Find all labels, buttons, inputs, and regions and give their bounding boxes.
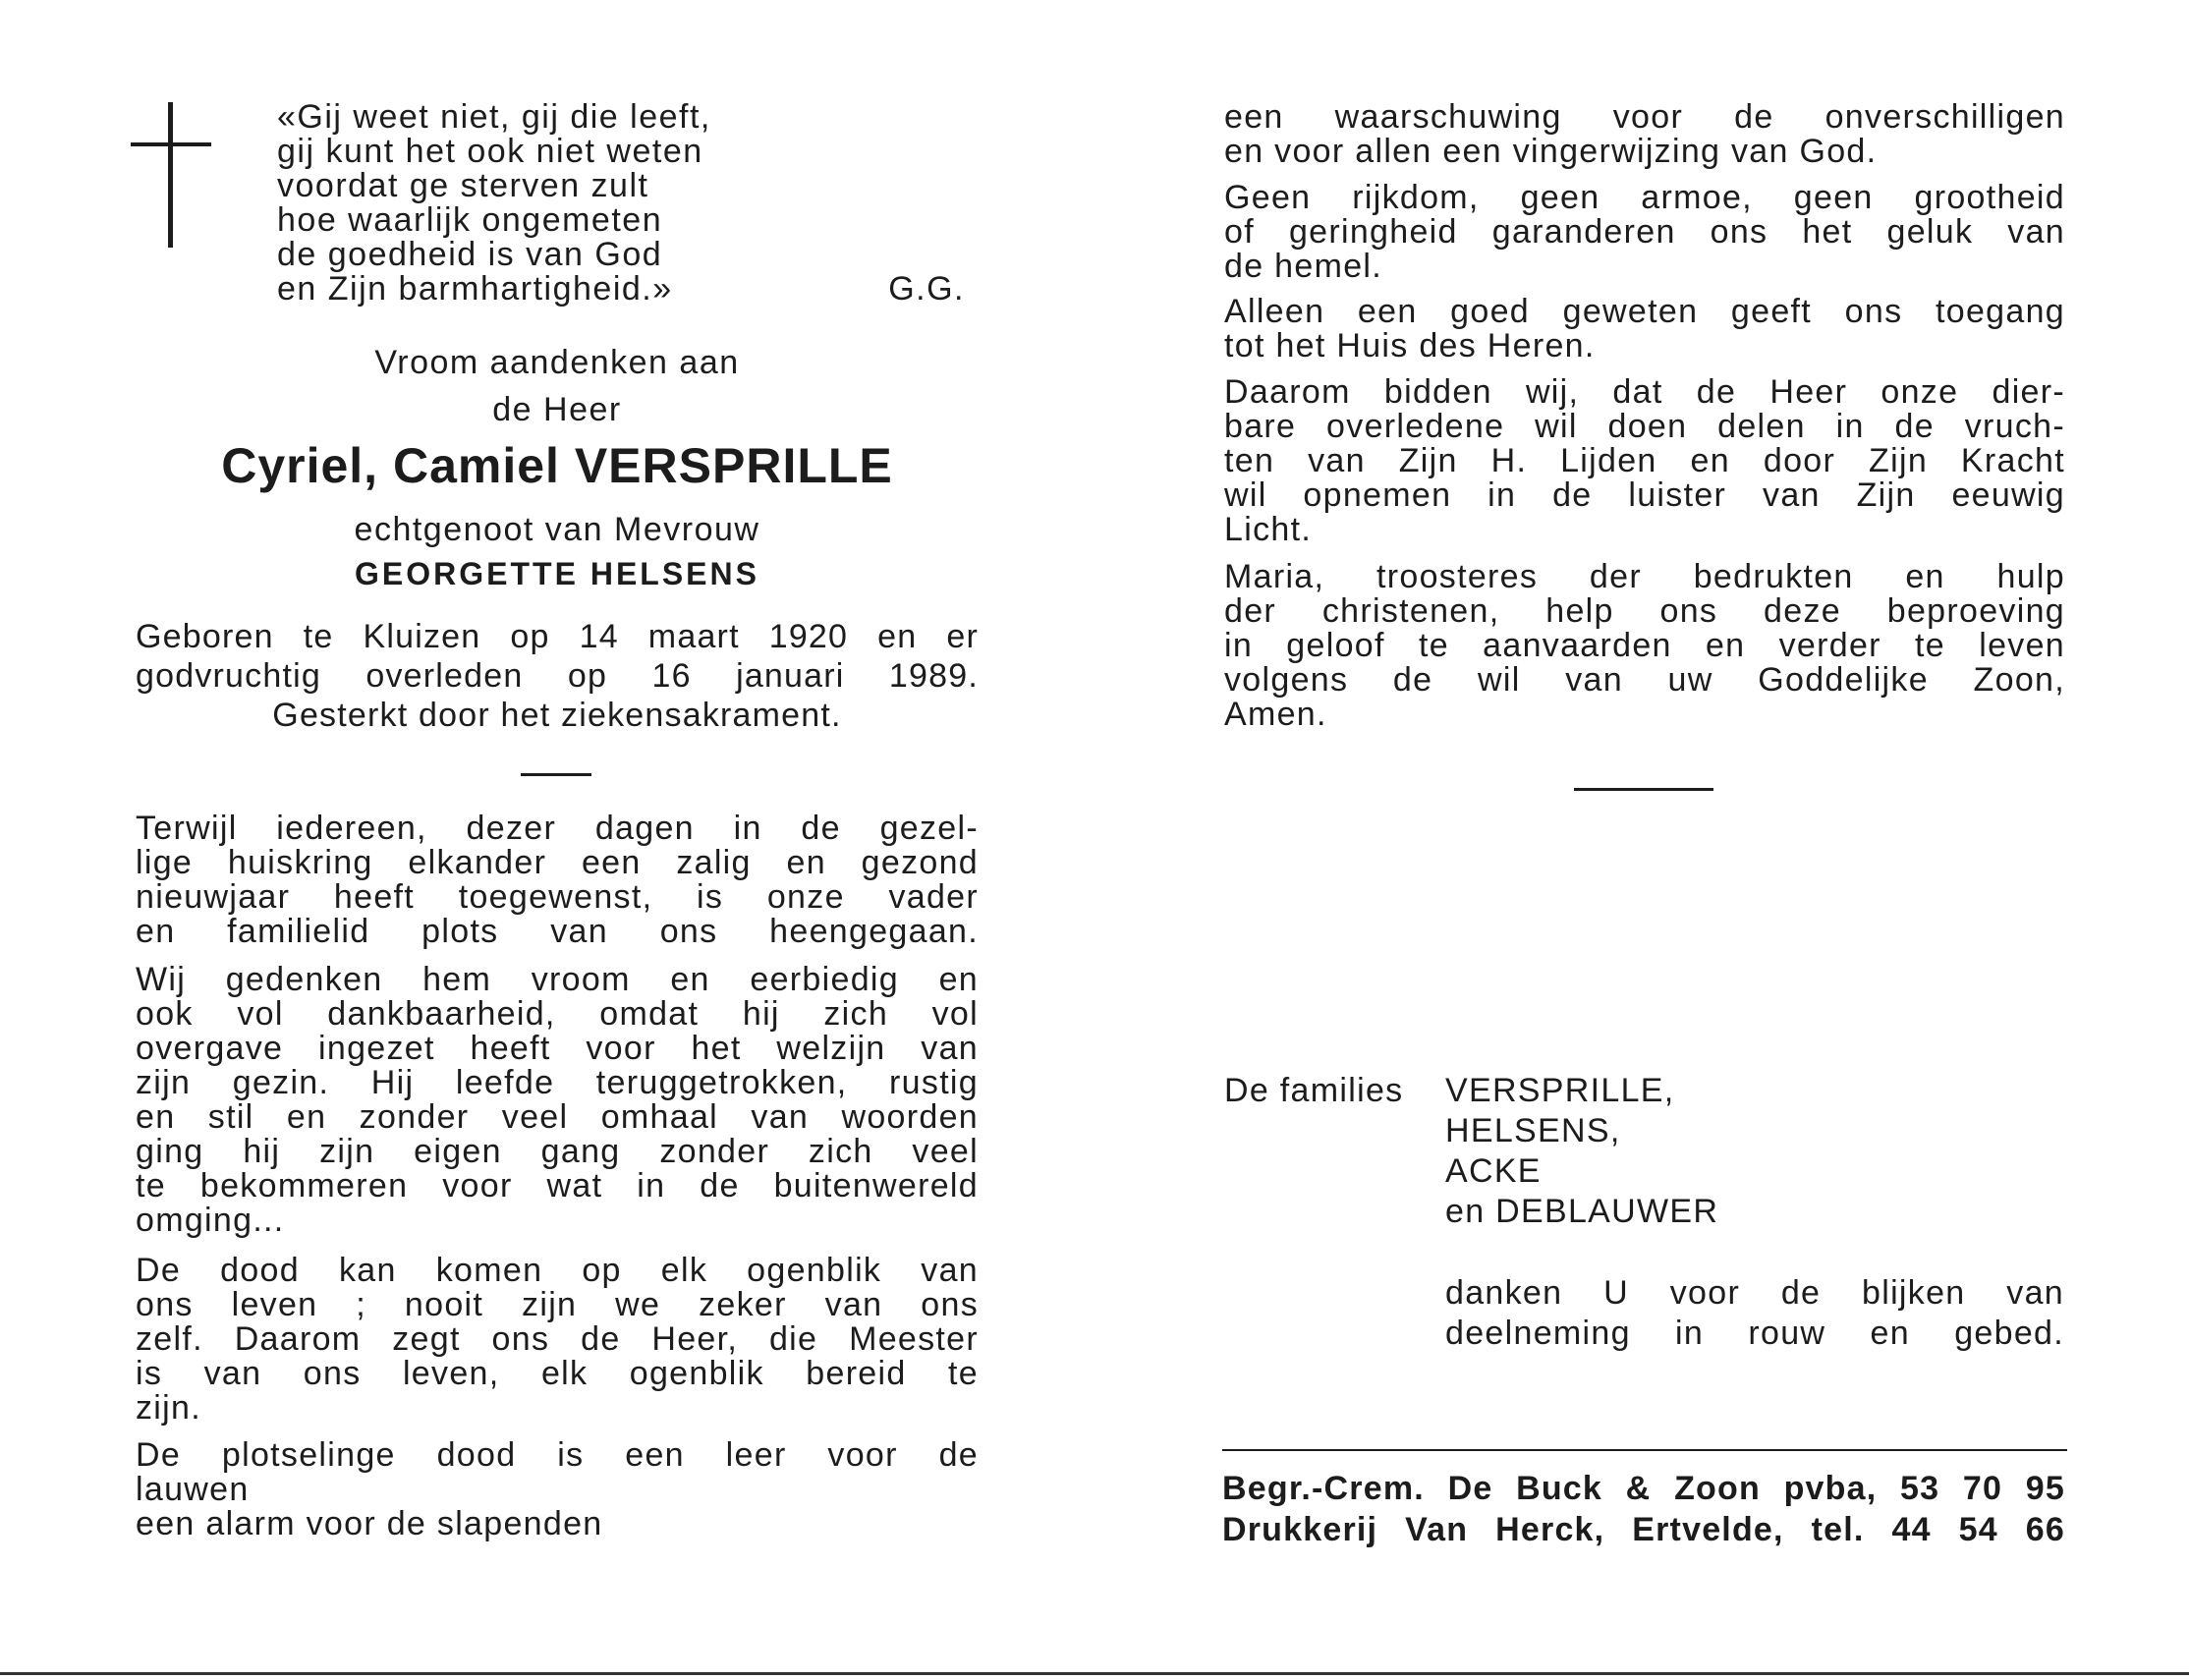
divider <box>1574 788 1713 791</box>
paragraph <box>136 1254 979 1426</box>
text-line: lige huiskring elkander een zalig en gezond <box>136 844 979 881</box>
family-names <box>1445 1071 1718 1232</box>
paragraph <box>1224 560 2065 732</box>
paragraph <box>1224 375 2065 547</box>
card-edge-line <box>0 1672 2189 1675</box>
sacrament-line: Gesterkt door het ziekensakrament. <box>272 697 842 734</box>
text-line: overgave ingezet heeft voor het welzijn van <box>136 1030 979 1067</box>
text-line: wil opnemen in de luister van Zijn eeuwig <box>1224 476 2065 514</box>
families-block <box>1224 1071 1719 1230</box>
intro-line: Vroom aandenken aan <box>374 344 740 381</box>
poem-line: hoe waarlijk ongemeten <box>277 201 663 239</box>
intro-title: de Heer <box>492 391 622 428</box>
funeral-home-line <box>1222 1470 2065 1508</box>
birth-death-info <box>136 617 979 735</box>
deceased-name: Cyriel, Camiel VERSPRILLE <box>221 438 893 493</box>
spouse-relation: echtgenoot van Mevrouw <box>354 511 760 548</box>
text-line: te bekommeren voor wat in de buitenwereld <box>136 1167 979 1204</box>
text-line: ook vol dankbaarheid, omdat hij zich vol <box>136 995 979 1033</box>
text-line: Geen rijkdom, geen armoe, geen grootheid <box>1224 179 2065 216</box>
poem <box>277 100 965 307</box>
text-line: Begr.-Crem. De Buck & Zoon pvba, 53 70 95 <box>1222 1470 2065 1507</box>
text-line: der christenen, help ons deze beproeving <box>1224 592 2065 630</box>
family-name: VERSPRILLE, <box>1445 1072 1675 1109</box>
thanks-text <box>1445 1273 2064 1354</box>
families-label: De families <box>1224 1072 1404 1109</box>
paragraph <box>136 963 979 1238</box>
text-line: Terwijl iedereen, dezer dagen in de gezel- <box>136 810 979 847</box>
text-line: De dood kan komen op elk ogenblik van <box>136 1252 979 1289</box>
paragraph <box>1224 295 2065 364</box>
text-line: Daarom bidden wij, dat de Heer onze dier- <box>1224 373 2065 411</box>
text-line: en familielid plots van ons heengegaan. <box>136 913 979 950</box>
text-line: danken U voor de blijken van <box>1445 1274 2064 1312</box>
birth-line: Geboren te Kluizen op 14 maart 1920 en er <box>136 618 979 655</box>
text-line: de hemel. <box>1224 248 1383 285</box>
text-line: Drukkerij Van Herck, Ertvelde, tel. 44 54 66 <box>1222 1511 2065 1548</box>
text-line: zijn. <box>136 1389 201 1427</box>
poem-line: voordat ge sterven zult <box>277 167 649 204</box>
text-line: Maria, troosteres der bedrukten en hulp <box>1224 558 2065 595</box>
text-line: Licht. <box>1224 511 1313 548</box>
text-line: tot het Huis des Heren. <box>1224 327 1596 364</box>
text-line: zijn gezin. Hij leefde teruggetrokken, rustig <box>136 1064 979 1101</box>
text-line: ging hij zijn eigen gang zonder zich veel <box>136 1133 979 1170</box>
text-line: Alleen een goed geweten geeft ons toegang <box>1224 293 2065 330</box>
text-line: deelneming in rouw en gebed. <box>1445 1315 2064 1352</box>
text-line: een waarschuwing voor de onverschilligen <box>1224 98 2065 136</box>
printer-rule <box>1222 1449 2067 1451</box>
poem-line: de goedheid is van God <box>277 236 663 273</box>
spouse-name: GEORGETTE HELSENS <box>355 556 759 591</box>
text-line: ten van Zijn H. Lijden en door Zijn Kracht <box>1224 442 2065 479</box>
text-line: ons leven ; nooit zijn we zeker van ons <box>136 1286 979 1323</box>
text-line: Wij gedenken hem vroom en eerbiedig en <box>136 961 979 998</box>
text-line: zelf. Daarom zegt ons de Heer, die Meester <box>136 1320 979 1358</box>
cross-icon <box>131 102 211 250</box>
family-name: en DEBLAUWER <box>1445 1193 1719 1230</box>
text-line: omging... <box>136 1202 285 1239</box>
text-line: en voor allen een vingerwijzing van God. <box>1224 133 1878 170</box>
text-line: bare overledene wil doen delen in de vruch- <box>1224 408 2065 445</box>
family-name: HELSENS, <box>1445 1112 1621 1149</box>
paragraph <box>1224 181 2065 284</box>
poem-signature: G.G. <box>888 270 965 308</box>
text-line: lauwen <box>136 1471 250 1508</box>
text-line: een alarm voor de slapenden <box>136 1505 603 1542</box>
paragraph <box>136 812 979 949</box>
paragraph <box>136 1438 979 1541</box>
text-line: of geringheid garanderen ons het geluk van <box>1224 213 2065 251</box>
family-name: ACKE <box>1445 1152 1542 1190</box>
text-line: is van ons leven, elk ogenblik bereid te <box>136 1355 979 1392</box>
text-line: Amen. <box>1224 696 1327 733</box>
poem-line: «Gij weet niet, gij die leeft, <box>277 98 711 136</box>
text-line: De plotselinge dood is een leer voor de <box>136 1436 979 1474</box>
divider <box>521 773 591 776</box>
paragraph <box>1224 100 2065 169</box>
text-line: nieuwjaar heeft toegewenst, is onze vader <box>136 878 979 916</box>
poem-line: gij kunt het ook niet weten <box>277 133 703 170</box>
text-line: in geloof te aanvaarden en verder te leven <box>1224 627 2065 664</box>
death-line: godvruchtig overleden op 16 januari 1989. <box>136 657 979 695</box>
text-line: en stil en zonder veel omhaal van woorden <box>136 1098 979 1136</box>
text-line: volgens de wil van uw Goddelijke Zoon, <box>1224 661 2065 699</box>
printer-line <box>1222 1511 2065 1549</box>
poem-line: en Zijn barmhartigheid.» <box>277 270 673 308</box>
